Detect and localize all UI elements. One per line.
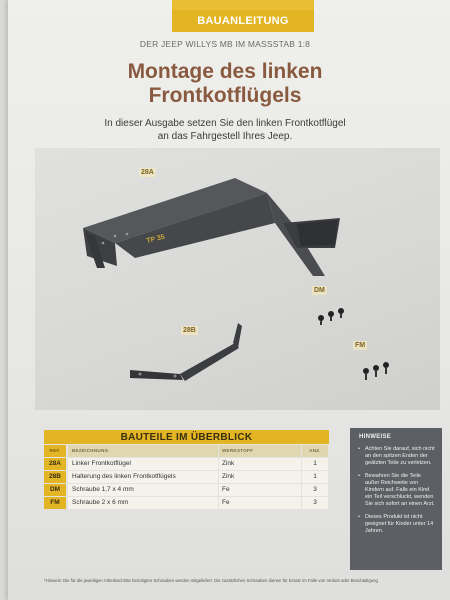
parts-table: [44, 430, 329, 509]
fender-stamp: TP 35: [145, 233, 166, 245]
row-material: Fe: [219, 484, 301, 496]
row-name: Schraube 1,7 x 4 mm: [68, 484, 218, 496]
subtitle-line1: In dieser Ausgabe setzen Sie den linken Frontkotflügel: [104, 118, 346, 129]
subtitle-line2: an das Fahrgestell Ihres Jeep.: [157, 131, 293, 142]
row-material: Zink: [219, 471, 301, 483]
parts-table-title: BAUTEILE IM ÜBERBLICK: [44, 430, 329, 444]
label-28a: 28A: [141, 169, 154, 176]
header-material: WERKSTOFF: [219, 445, 301, 457]
parts-table-header: [44, 445, 329, 457]
section-tab: BAUANLEITUNG: [172, 10, 314, 32]
row-qty: 3: [302, 497, 328, 509]
page-title-line2: Frontkotflügels: [148, 84, 302, 107]
table-row: [44, 497, 329, 509]
notes-title: HINWEISE: [359, 434, 392, 440]
table-row: [44, 484, 329, 496]
row-name: Linker Frontkotflügel: [68, 458, 218, 470]
header-code: REF.: [44, 445, 66, 457]
screws-fm-image: [363, 362, 389, 380]
row-qty: 1: [302, 458, 328, 470]
row-qty: 1: [302, 471, 328, 483]
table-row: [44, 458, 329, 470]
row-code: 28A: [44, 458, 66, 470]
table-row: [44, 471, 329, 483]
screws-dm-image: [318, 308, 344, 325]
parts-illustration: [35, 148, 440, 410]
page-title-line1: Montage des linken: [127, 60, 323, 83]
header-tab-top: [172, 0, 314, 10]
row-code: FM: [44, 497, 66, 509]
note-item: • Dieses Produkt ist nicht geeignet für Kinder unter 14 Jahren.: [358, 514, 436, 535]
footnote: *Hinweis: Die für die jeweiligen Arbeitsschritte benötigten Schrauben werden mitgeliefert. Die zusätzlichen Schrauben dienen für Ersatz im Falle von Verlust oder Beschädigung: [44, 578, 378, 583]
label-fm: FM: [355, 342, 366, 349]
row-code: 28B: [44, 471, 66, 483]
label-28b: 28B: [183, 327, 196, 334]
header-name: BEZEICHNUNG: [68, 445, 218, 457]
row-material: Fe: [219, 497, 301, 509]
row-material: Zink: [219, 458, 301, 470]
fender-28a-image: [83, 178, 340, 276]
note-item: • Bewahren Sie die Teile außer Reichweite von Kindern auf. Falls ein Kind ein Teil verschluckt, wenden Sie sich sofort an einen Arzt.: [358, 473, 436, 508]
notes-box: [350, 428, 442, 570]
row-name: Schraube 2 x 6 mm: [68, 497, 218, 509]
parts-photo: [35, 148, 440, 410]
page-subtitle: [0, 117, 450, 143]
row-qty: 3: [302, 484, 328, 496]
series-title: DER JEEP WILLYS MB IM MASSSTAB 1:8: [139, 39, 311, 49]
label-dm: DM: [314, 287, 325, 294]
page-title: [0, 60, 450, 108]
notes-list: [350, 446, 442, 535]
header-qty: ANZ.: [302, 445, 328, 457]
row-code: DM: [44, 484, 66, 496]
row-name: Halterung des linken Frontkotflügels: [68, 471, 218, 483]
note-item: • Achten Sie darauf, sich nicht an den spitzen Enden der geätzten Teile zu verletzen.: [358, 446, 436, 467]
